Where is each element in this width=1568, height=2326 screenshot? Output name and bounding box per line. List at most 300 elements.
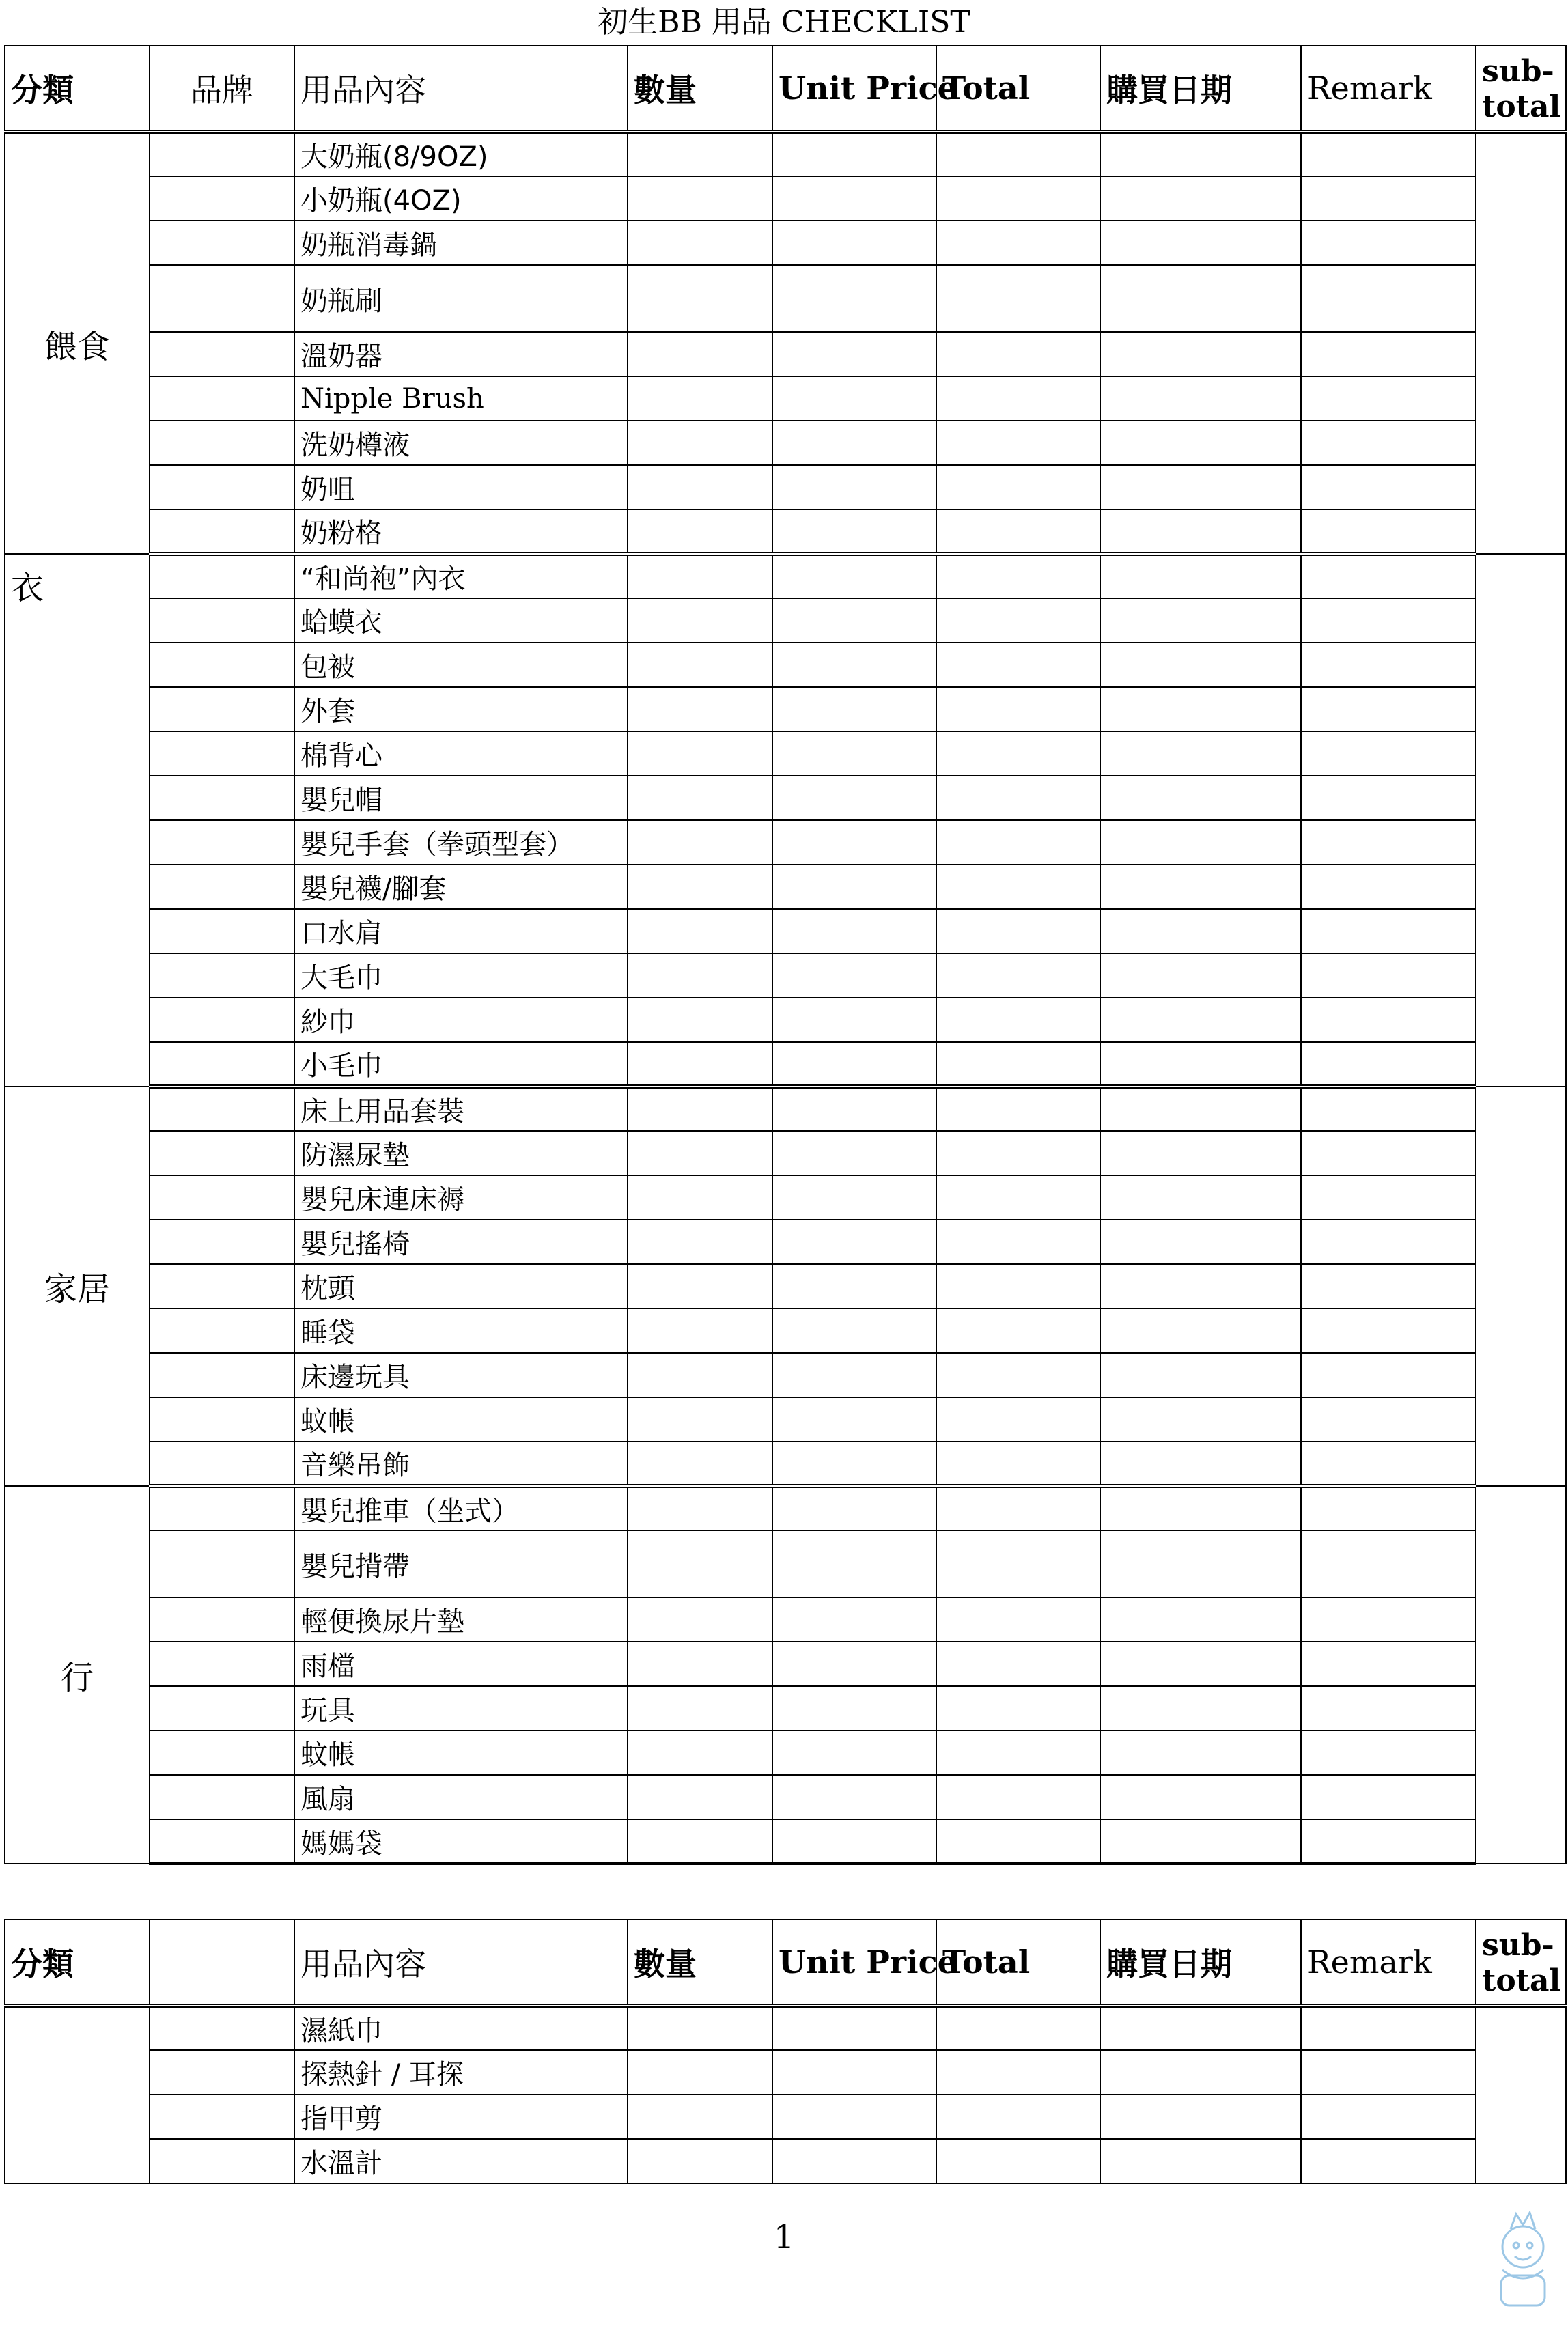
purchase-date-cell[interactable] (1100, 1131, 1301, 1175)
quantity-cell[interactable] (628, 1731, 772, 1775)
brand-cell[interactable] (150, 1220, 294, 1264)
quantity-cell[interactable] (628, 1175, 772, 1220)
subtotal-cell[interactable] (1476, 554, 1566, 1087)
remark-cell[interactable] (1301, 1220, 1476, 1264)
unit-price-cell[interactable] (772, 598, 936, 643)
total-cell[interactable] (936, 465, 1100, 509)
unit-price-cell[interactable] (772, 687, 936, 731)
total-cell[interactable] (936, 1819, 1100, 1864)
brand-cell[interactable] (150, 776, 294, 820)
category-cell: 行 (5, 1486, 150, 1864)
unit-price-cell[interactable] (772, 221, 936, 265)
quantity-cell[interactable] (628, 132, 772, 176)
quantity-cell[interactable] (628, 1220, 772, 1264)
purchase-date-cell[interactable] (1100, 221, 1301, 265)
purchase-date-cell[interactable] (1100, 1264, 1301, 1308)
total-cell[interactable] (936, 376, 1100, 421)
brand-cell[interactable] (150, 909, 294, 953)
purchase-date-cell[interactable] (1100, 1819, 1301, 1864)
remark-cell[interactable] (1301, 1686, 1476, 1731)
header-quantity: 數量 (628, 46, 772, 132)
unit-price-cell[interactable] (772, 1486, 936, 1530)
header-category: 分類 (5, 46, 150, 132)
total-cell[interactable] (936, 221, 1100, 265)
remark-cell[interactable] (1301, 1731, 1476, 1775)
quantity-cell[interactable] (628, 554, 772, 598)
header-subtotal-line1: sub- (1482, 1928, 1554, 1963)
remark-cell[interactable] (1301, 1131, 1476, 1175)
total-cell[interactable] (936, 132, 1100, 176)
subtotal-cell[interactable] (1476, 1087, 1566, 1486)
brand-cell[interactable] (150, 1775, 294, 1819)
item-cell: 外套 (294, 687, 628, 731)
unit-price-cell[interactable] (772, 332, 936, 376)
subtotal-cell[interactable] (1476, 1486, 1566, 1864)
brand-cell[interactable] (150, 1175, 294, 1220)
remark-cell[interactable] (1301, 376, 1476, 421)
brand-cell[interactable] (150, 953, 294, 998)
quantity-cell[interactable] (628, 1686, 772, 1731)
remark-cell[interactable] (1301, 1397, 1476, 1442)
table-row (5, 643, 1566, 687)
unit-price-cell[interactable] (772, 1686, 936, 1731)
quantity-cell[interactable] (628, 1819, 772, 1864)
remark-cell[interactable] (1301, 2139, 1476, 2183)
unit-price-cell[interactable] (772, 465, 936, 509)
quantity-cell[interactable] (628, 2006, 772, 2050)
quantity-cell[interactable] (628, 421, 772, 465)
item-cell: 奶粉格 (294, 509, 628, 554)
item-cell: 音樂吊飾 (294, 1442, 628, 1486)
remark-cell[interactable] (1301, 265, 1476, 332)
total-cell[interactable] (936, 687, 1100, 731)
brand-cell[interactable] (150, 643, 294, 687)
table-row (5, 2139, 1566, 2183)
unit-price-cell[interactable] (772, 2139, 936, 2183)
brand-cell[interactable] (150, 554, 294, 598)
total-cell[interactable] (936, 1731, 1100, 1775)
brand-cell[interactable] (150, 1530, 294, 1597)
quantity-cell[interactable] (628, 820, 772, 865)
quantity-cell[interactable] (628, 776, 772, 820)
remark-cell[interactable] (1301, 820, 1476, 865)
unit-price-cell[interactable] (772, 953, 936, 998)
total-cell[interactable] (936, 2006, 1100, 2050)
item-cell: 濕紙巾 (294, 2006, 628, 2050)
quantity-cell[interactable] (628, 1775, 772, 1819)
remark-cell[interactable] (1301, 1442, 1476, 1486)
purchase-date-cell[interactable] (1100, 554, 1301, 598)
brand-cell[interactable] (150, 1308, 294, 1353)
total-cell[interactable] (936, 1042, 1100, 1087)
brand-cell[interactable] (150, 1087, 294, 1131)
item-cell: 洗奶樽液 (294, 421, 628, 465)
brand-cell[interactable] (150, 221, 294, 265)
brand-cell[interactable] (150, 1597, 294, 1642)
table-row (5, 332, 1566, 376)
subtotal-cell[interactable] (1476, 2006, 1566, 2183)
table-row (5, 1131, 1566, 1175)
table-row (5, 509, 1566, 554)
purchase-date-cell[interactable] (1100, 820, 1301, 865)
quantity-cell[interactable] (628, 1486, 772, 1530)
table-row (5, 776, 1566, 820)
quantity-cell[interactable] (628, 598, 772, 643)
purchase-date-cell[interactable] (1100, 1530, 1301, 1597)
total-cell[interactable] (936, 598, 1100, 643)
brand-cell[interactable] (150, 421, 294, 465)
quantity-cell[interactable] (628, 176, 772, 221)
quantity-cell[interactable] (628, 643, 772, 687)
remark-cell[interactable] (1301, 1819, 1476, 1864)
header-unit-price: Unit Price (772, 46, 936, 132)
quantity-cell[interactable] (628, 909, 772, 953)
total-cell[interactable] (936, 953, 1100, 998)
remark-cell[interactable] (1301, 132, 1476, 176)
unit-price-cell[interactable] (772, 1597, 936, 1642)
unit-price-cell[interactable] (772, 1175, 936, 1220)
item-cell: 包被 (294, 643, 628, 687)
total-cell[interactable] (936, 909, 1100, 953)
unit-price-cell[interactable] (772, 1264, 936, 1308)
unit-price-cell[interactable] (772, 1442, 936, 1486)
remark-cell[interactable] (1301, 465, 1476, 509)
unit-price-cell[interactable] (772, 554, 936, 598)
brand-cell[interactable] (150, 1442, 294, 1486)
unit-price-cell[interactable] (772, 1042, 936, 1087)
unit-price-cell[interactable] (772, 731, 936, 776)
purchase-date-cell[interactable] (1100, 421, 1301, 465)
remark-cell[interactable] (1301, 1775, 1476, 1819)
brand-cell[interactable] (150, 1264, 294, 1308)
quantity-cell[interactable] (628, 1353, 772, 1397)
brand-cell[interactable] (150, 509, 294, 554)
remark-cell[interactable] (1301, 1175, 1476, 1220)
item-cell: 嬰兒床連床褥 (294, 1175, 628, 1220)
brand-cell[interactable] (150, 598, 294, 643)
remark-cell[interactable] (1301, 909, 1476, 953)
brand-cell[interactable] (150, 865, 294, 909)
unit-price-cell[interactable] (772, 2006, 936, 2050)
quantity-cell[interactable] (628, 687, 772, 731)
remark-cell[interactable] (1301, 1530, 1476, 1597)
remark-cell[interactable] (1301, 865, 1476, 909)
total-cell[interactable] (936, 421, 1100, 465)
total-cell[interactable] (936, 1353, 1100, 1397)
total-cell[interactable] (936, 265, 1100, 332)
total-cell[interactable] (936, 865, 1100, 909)
unit-price-cell[interactable] (772, 1131, 936, 1175)
total-cell[interactable] (936, 1442, 1100, 1486)
quantity-cell[interactable] (628, 265, 772, 332)
unit-price-cell[interactable] (772, 1530, 936, 1597)
total-cell[interactable] (936, 1597, 1100, 1642)
purchase-date-cell[interactable] (1100, 643, 1301, 687)
total-cell[interactable] (936, 776, 1100, 820)
table-row (5, 598, 1566, 643)
quantity-cell[interactable] (628, 731, 772, 776)
unit-price-cell[interactable] (772, 865, 936, 909)
purchase-date-cell[interactable] (1100, 687, 1301, 731)
quantity-cell[interactable] (628, 2050, 772, 2094)
quantity-cell[interactable] (628, 1397, 772, 1442)
unit-price-cell[interactable] (772, 1220, 936, 1264)
unit-price-cell[interactable] (772, 1087, 936, 1131)
total-cell[interactable] (936, 1087, 1100, 1131)
quantity-cell[interactable] (628, 865, 772, 909)
quantity-cell[interactable] (628, 465, 772, 509)
purchase-date-cell[interactable] (1100, 332, 1301, 376)
unit-price-cell[interactable] (772, 265, 936, 332)
remark-cell[interactable] (1301, 1264, 1476, 1308)
unit-price-cell[interactable] (772, 376, 936, 421)
quantity-cell[interactable] (628, 998, 772, 1042)
purchase-date-cell[interactable] (1100, 1442, 1301, 1486)
purchase-date-cell[interactable] (1100, 176, 1301, 221)
quantity-cell[interactable] (628, 953, 772, 998)
purchase-date-cell[interactable] (1100, 776, 1301, 820)
brand-cell[interactable] (150, 176, 294, 221)
table-row (5, 1731, 1566, 1775)
item-cell: 玩具 (294, 1686, 628, 1731)
purchase-date-cell[interactable] (1100, 1731, 1301, 1775)
total-cell[interactable] (936, 643, 1100, 687)
unit-price-cell[interactable] (772, 132, 936, 176)
brand-cell[interactable] (150, 2050, 294, 2094)
remark-cell[interactable] (1301, 1353, 1476, 1397)
table-row (5, 421, 1566, 465)
purchase-date-cell[interactable] (1100, 265, 1301, 332)
total-cell[interactable] (936, 509, 1100, 554)
brand-cell[interactable] (150, 2006, 294, 2050)
remark-cell[interactable] (1301, 421, 1476, 465)
unit-price-cell[interactable] (772, 2050, 936, 2094)
header-subtotal-line2: total (1482, 1963, 1561, 1998)
remark-cell[interactable] (1301, 953, 1476, 998)
table-row (5, 2094, 1566, 2139)
remark-cell[interactable] (1301, 731, 1476, 776)
remark-cell[interactable] (1301, 1308, 1476, 1353)
remark-cell[interactable] (1301, 643, 1476, 687)
unit-price-cell[interactable] (772, 998, 936, 1042)
brand-cell[interactable] (150, 1642, 294, 1686)
brand-cell[interactable] (150, 1686, 294, 1731)
remark-cell[interactable] (1301, 1486, 1476, 1530)
total-cell[interactable] (936, 1264, 1100, 1308)
brand-cell[interactable] (150, 376, 294, 421)
total-cell[interactable] (936, 554, 1100, 598)
quantity-cell[interactable] (628, 332, 772, 376)
brand-cell[interactable] (150, 1042, 294, 1087)
purchase-date-cell[interactable] (1100, 1220, 1301, 1264)
remark-cell[interactable] (1301, 598, 1476, 643)
purchase-date-cell[interactable] (1100, 953, 1301, 998)
quantity-cell[interactable] (628, 1530, 772, 1597)
brand-cell[interactable] (150, 2094, 294, 2139)
unit-price-cell[interactable] (772, 2094, 936, 2139)
total-cell[interactable] (936, 332, 1100, 376)
unit-price-cell[interactable] (772, 1308, 936, 1353)
table-row (5, 221, 1566, 265)
quantity-cell[interactable] (628, 1308, 772, 1353)
brand-cell[interactable] (150, 465, 294, 509)
total-cell[interactable] (936, 1131, 1100, 1175)
total-cell[interactable] (936, 731, 1100, 776)
table-row (5, 865, 1566, 909)
purchase-date-cell[interactable] (1100, 1686, 1301, 1731)
table-row (5, 1597, 1566, 1642)
remark-cell[interactable] (1301, 2050, 1476, 2094)
item-cell: 紗巾 (294, 998, 628, 1042)
brand-cell[interactable] (150, 1353, 294, 1397)
header-subtotal (1476, 46, 1566, 132)
category-cell (5, 2006, 150, 2183)
purchase-date-cell[interactable] (1100, 2139, 1301, 2183)
remark-cell[interactable] (1301, 2006, 1476, 2050)
purchase-date-cell[interactable] (1100, 2050, 1301, 2094)
purchase-date-cell[interactable] (1100, 1642, 1301, 1686)
brand-cell[interactable] (150, 1486, 294, 1530)
brand-cell[interactable] (150, 998, 294, 1042)
remark-cell[interactable] (1301, 1087, 1476, 1131)
total-cell[interactable] (936, 1175, 1100, 1220)
total-cell[interactable] (936, 2139, 1100, 2183)
purchase-date-cell[interactable] (1100, 1308, 1301, 1353)
brand-cell[interactable] (150, 687, 294, 731)
subtotal-cell[interactable] (1476, 132, 1566, 554)
brand-cell[interactable] (150, 265, 294, 332)
item-cell: 指甲剪 (294, 2094, 628, 2139)
remark-cell[interactable] (1301, 176, 1476, 221)
unit-price-cell[interactable] (772, 509, 936, 554)
remark-cell[interactable] (1301, 2094, 1476, 2139)
total-cell[interactable] (936, 1397, 1100, 1442)
unit-price-cell[interactable] (772, 1642, 936, 1686)
table-row (5, 1686, 1566, 1731)
purchase-date-cell[interactable] (1100, 1175, 1301, 1220)
remark-cell[interactable] (1301, 776, 1476, 820)
purchase-date-cell[interactable] (1100, 731, 1301, 776)
total-cell[interactable] (936, 1530, 1100, 1597)
purchase-date-cell[interactable] (1100, 598, 1301, 643)
remark-cell[interactable] (1301, 1597, 1476, 1642)
brand-cell[interactable] (150, 132, 294, 176)
purchase-date-cell[interactable] (1100, 1397, 1301, 1442)
total-cell[interactable] (936, 998, 1100, 1042)
unit-price-cell[interactable] (772, 776, 936, 820)
header-subtotal-line1: sub- (1482, 54, 1554, 89)
purchase-date-cell[interactable] (1100, 998, 1301, 1042)
total-cell[interactable] (936, 1775, 1100, 1819)
unit-price-cell[interactable] (772, 909, 936, 953)
brand-cell[interactable] (150, 1131, 294, 1175)
table-row (5, 1220, 1566, 1264)
purchase-date-cell[interactable] (1100, 865, 1301, 909)
total-cell[interactable] (936, 1308, 1100, 1353)
quantity-cell[interactable] (628, 1131, 772, 1175)
unit-price-cell[interactable] (772, 1353, 936, 1397)
header-subtotal-line2: total (1482, 89, 1561, 124)
item-cell: 床邊玩具 (294, 1353, 628, 1397)
item-cell: 大毛巾 (294, 953, 628, 998)
quantity-cell[interactable] (628, 1642, 772, 1686)
purchase-date-cell[interactable] (1100, 509, 1301, 554)
quantity-cell[interactable] (628, 2139, 772, 2183)
brand-cell[interactable] (150, 332, 294, 376)
remark-cell[interactable] (1301, 1642, 1476, 1686)
unit-price-cell[interactable] (772, 1731, 936, 1775)
purchase-date-cell[interactable] (1100, 376, 1301, 421)
purchase-date-cell[interactable] (1100, 2006, 1301, 2050)
unit-price-cell[interactable] (772, 820, 936, 865)
brand-cell[interactable] (150, 820, 294, 865)
brand-cell[interactable] (150, 2139, 294, 2183)
total-cell[interactable] (936, 1686, 1100, 1731)
item-cell: 小毛巾 (294, 1042, 628, 1087)
quantity-cell[interactable] (628, 1087, 772, 1131)
item-cell: 大奶瓶(8/9OZ) (294, 132, 628, 176)
remark-cell[interactable] (1301, 221, 1476, 265)
table-row (5, 176, 1566, 221)
total-cell[interactable] (936, 2050, 1100, 2094)
total-cell[interactable] (936, 820, 1100, 865)
quantity-cell[interactable] (628, 1442, 772, 1486)
brand-cell[interactable] (150, 1819, 294, 1864)
quantity-cell[interactable] (628, 1597, 772, 1642)
purchase-date-cell[interactable] (1100, 1597, 1301, 1642)
quantity-cell[interactable] (628, 221, 772, 265)
purchase-date-cell[interactable] (1100, 132, 1301, 176)
unit-price-cell[interactable] (772, 1397, 936, 1442)
unit-price-cell[interactable] (772, 1819, 936, 1864)
header-brand-empty (150, 1920, 294, 2006)
purchase-date-cell[interactable] (1100, 465, 1301, 509)
quantity-cell[interactable] (628, 2094, 772, 2139)
remark-cell[interactable] (1301, 554, 1476, 598)
total-cell[interactable] (936, 2094, 1100, 2139)
quantity-cell[interactable] (628, 376, 772, 421)
purchase-date-cell[interactable] (1100, 1087, 1301, 1131)
purchase-date-cell[interactable] (1100, 2094, 1301, 2139)
item-cell: 奶瓶刷 (294, 265, 628, 332)
quantity-cell[interactable] (628, 1042, 772, 1087)
remark-cell[interactable] (1301, 998, 1476, 1042)
remark-cell[interactable] (1301, 687, 1476, 731)
brand-cell[interactable] (150, 1731, 294, 1775)
quantity-cell[interactable] (628, 509, 772, 554)
purchase-date-cell[interactable] (1100, 1353, 1301, 1397)
unit-price-cell[interactable] (772, 421, 936, 465)
remark-cell[interactable] (1301, 332, 1476, 376)
brand-cell[interactable] (150, 731, 294, 776)
total-cell[interactable] (936, 1642, 1100, 1686)
total-cell[interactable] (936, 1486, 1100, 1530)
quantity-cell[interactable] (628, 1264, 772, 1308)
total-cell[interactable] (936, 1220, 1100, 1264)
unit-price-cell[interactable] (772, 176, 936, 221)
total-cell[interactable] (936, 176, 1100, 221)
unit-price-cell[interactable] (772, 1775, 936, 1819)
purchase-date-cell[interactable] (1100, 1042, 1301, 1087)
purchase-date-cell[interactable] (1100, 909, 1301, 953)
purchase-date-cell[interactable] (1100, 1775, 1301, 1819)
remark-cell[interactable] (1301, 1042, 1476, 1087)
brand-cell[interactable] (150, 1397, 294, 1442)
purchase-date-cell[interactable] (1100, 1486, 1301, 1530)
table-row (5, 1308, 1566, 1353)
unit-price-cell[interactable] (772, 643, 936, 687)
remark-cell[interactable] (1301, 509, 1476, 554)
